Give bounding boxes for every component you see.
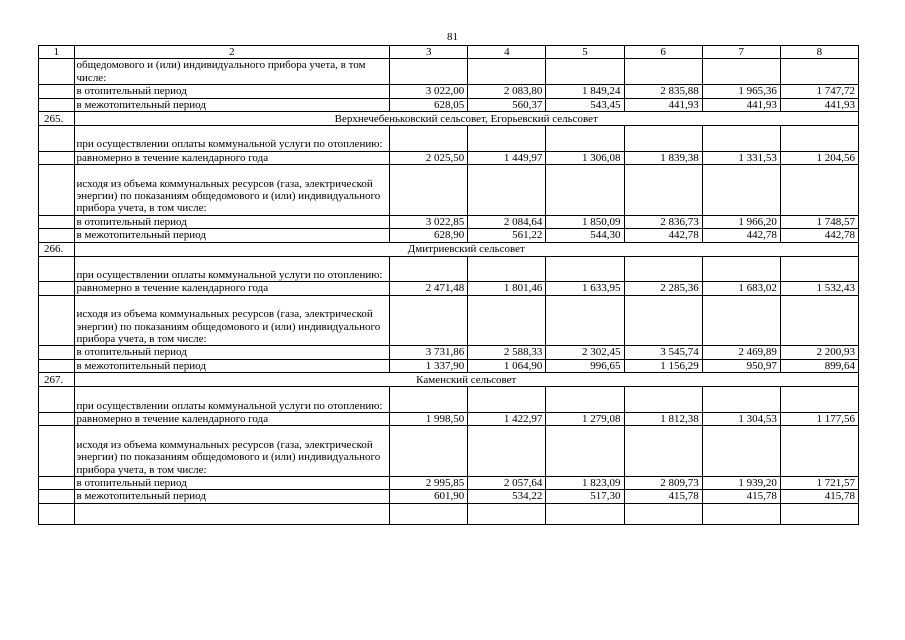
column-number: 4 <box>468 46 546 59</box>
value-cell: 560,37 <box>468 98 546 111</box>
data-row <box>39 85 859 98</box>
column-number: 8 <box>780 46 858 59</box>
row-number <box>39 490 75 503</box>
value-cell: 1 177,56 <box>780 413 858 426</box>
value-cell <box>624 59 702 85</box>
section-row <box>39 373 859 387</box>
value-cell: 899,64 <box>780 359 858 372</box>
value-cell <box>390 503 468 524</box>
value-cell <box>702 426 780 477</box>
value-cell: 561,22 <box>468 229 546 242</box>
value-cell: 442,78 <box>624 229 702 242</box>
row-label: исходя из объема коммунальных ресурсов (газа, электрической энергии) по показаниям общедомового и (или) индивидуального прибора учета, в том числе: <box>74 165 390 216</box>
value-cell: 2 469,89 <box>702 346 780 359</box>
value-cell <box>546 126 624 152</box>
data-row <box>39 359 859 372</box>
row-number <box>39 229 75 242</box>
value-cell <box>702 126 780 152</box>
row-label: равномерно в течение календарного года <box>74 413 390 426</box>
tariff-table <box>38 45 859 525</box>
value-cell <box>624 503 702 524</box>
row-label: при осуществлении оплаты коммунальной услуги по отоплению: <box>74 126 390 152</box>
value-cell <box>546 426 624 477</box>
value-cell: 1 064,90 <box>468 359 546 372</box>
data-row <box>39 282 859 295</box>
row-label: равномерно в течение календарного года <box>74 151 390 164</box>
value-cell <box>546 165 624 216</box>
row-number <box>39 413 75 426</box>
value-cell: 441,93 <box>780 98 858 111</box>
data-row <box>39 229 859 242</box>
row-label: в отопительный период <box>74 215 390 228</box>
value-cell: 415,78 <box>780 490 858 503</box>
value-cell <box>468 503 546 524</box>
value-cell: 628,90 <box>390 229 468 242</box>
row-number: 267. <box>39 373 75 387</box>
value-cell: 2 835,88 <box>624 85 702 98</box>
value-cell <box>390 426 468 477</box>
row-label: в межотопительный период <box>74 359 390 372</box>
value-cell: 441,93 <box>624 98 702 111</box>
value-cell <box>702 165 780 216</box>
value-cell: 544,30 <box>546 229 624 242</box>
value-cell <box>780 503 858 524</box>
value-cell <box>780 59 858 85</box>
value-cell <box>780 165 858 216</box>
value-cell: 1 965,36 <box>702 85 780 98</box>
value-cell: 2 057,64 <box>468 477 546 490</box>
row-label: при осуществлении оплаты коммунальной услуги по отоплению: <box>74 256 390 282</box>
value-cell: 543,45 <box>546 98 624 111</box>
value-cell: 442,78 <box>780 229 858 242</box>
value-cell <box>624 387 702 413</box>
value-cell: 3 731,86 <box>390 346 468 359</box>
column-number: 6 <box>624 46 702 59</box>
value-cell <box>546 256 624 282</box>
data-row <box>39 477 859 490</box>
value-cell: 1 331,53 <box>702 151 780 164</box>
value-cell: 3 022,85 <box>390 215 468 228</box>
value-cell <box>624 165 702 216</box>
value-cell <box>702 503 780 524</box>
value-cell: 2 471,48 <box>390 282 468 295</box>
value-cell <box>468 256 546 282</box>
value-cell: 442,78 <box>702 229 780 242</box>
value-cell: 601,90 <box>390 490 468 503</box>
value-cell: 1 801,46 <box>468 282 546 295</box>
value-cell: 2 084,64 <box>468 215 546 228</box>
value-cell <box>624 126 702 152</box>
row-number <box>39 59 75 85</box>
section-title: Каменский сельсовет <box>74 373 858 387</box>
row-label: при осуществлении оплаты коммунальной услуги по отоплению: <box>74 387 390 413</box>
value-cell <box>468 165 546 216</box>
value-cell: 1 204,56 <box>780 151 858 164</box>
value-cell <box>546 503 624 524</box>
column-number: 7 <box>702 46 780 59</box>
value-cell: 517,30 <box>546 490 624 503</box>
row-label: равномерно в течение календарного года <box>74 282 390 295</box>
value-cell <box>468 295 546 346</box>
section-title: Верхнечебеньковский сельсовет, Егорьевский сельсовет <box>74 112 858 126</box>
row-number <box>39 295 75 346</box>
row-number: 265. <box>39 112 75 126</box>
value-cell <box>780 426 858 477</box>
column-number: 2 <box>74 46 390 59</box>
row-number: 266. <box>39 242 75 256</box>
value-cell <box>390 59 468 85</box>
value-cell <box>624 256 702 282</box>
value-cell: 534,22 <box>468 490 546 503</box>
value-cell: 2 302,45 <box>546 346 624 359</box>
text-row <box>39 387 859 413</box>
data-row <box>39 151 859 164</box>
value-cell: 1 849,24 <box>546 85 624 98</box>
value-cell <box>546 59 624 85</box>
value-cell: 2 809,73 <box>624 477 702 490</box>
value-cell <box>390 295 468 346</box>
value-cell <box>780 295 858 346</box>
row-number <box>39 256 75 282</box>
value-cell: 1 279,08 <box>546 413 624 426</box>
value-cell <box>546 387 624 413</box>
text-row <box>39 126 859 152</box>
value-cell: 1 683,02 <box>702 282 780 295</box>
value-cell: 1 748,57 <box>780 215 858 228</box>
value-cell: 950,97 <box>702 359 780 372</box>
data-row <box>39 98 859 111</box>
row-number <box>39 98 75 111</box>
value-cell: 628,05 <box>390 98 468 111</box>
value-cell: 2 588,33 <box>468 346 546 359</box>
value-cell <box>624 295 702 346</box>
text-row <box>39 256 859 282</box>
value-cell: 1 721,57 <box>780 477 858 490</box>
text-row <box>39 426 859 477</box>
row-label: в межотопительный период <box>74 98 390 111</box>
text-row <box>39 165 859 216</box>
row-label <box>74 503 390 524</box>
data-row <box>39 215 859 228</box>
value-cell <box>468 59 546 85</box>
value-cell <box>624 426 702 477</box>
value-cell: 2 285,36 <box>624 282 702 295</box>
value-cell: 1 823,09 <box>546 477 624 490</box>
section-row <box>39 242 859 256</box>
row-number <box>39 126 75 152</box>
value-cell: 1 449,97 <box>468 151 546 164</box>
value-cell: 1 939,20 <box>702 477 780 490</box>
row-label: исходя из объема коммунальных ресурсов (газа, электрической энергии) по показаниям общедомового и (или) индивидуального прибора учета, в том числе: <box>74 295 390 346</box>
value-cell <box>702 387 780 413</box>
page-number: 81 <box>447 31 458 43</box>
value-cell: 1 422,97 <box>468 413 546 426</box>
row-label: в межотопительный период <box>74 229 390 242</box>
row-label: исходя из объема коммунальных ресурсов (газа, электрической энергии) по показаниям общедомового и (или) индивидуального прибора учета, в том числе: <box>74 426 390 477</box>
data-row <box>39 413 859 426</box>
value-cell <box>546 295 624 346</box>
value-cell: 2 836,73 <box>624 215 702 228</box>
column-number: 3 <box>390 46 468 59</box>
row-label: общедомового и (или) индивидуального прибора учета, в том числе: <box>74 59 390 85</box>
value-cell: 3 022,00 <box>390 85 468 98</box>
value-cell <box>390 387 468 413</box>
row-number <box>39 359 75 372</box>
table-body <box>39 46 859 525</box>
value-cell: 441,93 <box>702 98 780 111</box>
value-cell: 2 083,80 <box>468 85 546 98</box>
value-cell <box>468 387 546 413</box>
value-cell: 996,65 <box>546 359 624 372</box>
value-cell: 1 532,43 <box>780 282 858 295</box>
value-cell: 2 200,93 <box>780 346 858 359</box>
text-row <box>39 59 859 85</box>
value-cell: 2 995,85 <box>390 477 468 490</box>
column-number: 1 <box>39 46 75 59</box>
value-cell: 1 156,29 <box>624 359 702 372</box>
value-cell <box>468 126 546 152</box>
value-cell: 1 850,09 <box>546 215 624 228</box>
value-cell <box>780 256 858 282</box>
value-cell <box>390 126 468 152</box>
row-number <box>39 503 75 524</box>
row-number <box>39 346 75 359</box>
column-number-row <box>39 46 859 59</box>
section-row <box>39 112 859 126</box>
value-cell: 1 337,90 <box>390 359 468 372</box>
value-cell <box>702 295 780 346</box>
value-cell: 1 633,95 <box>546 282 624 295</box>
value-cell: 1 839,38 <box>624 151 702 164</box>
value-cell: 1 966,20 <box>702 215 780 228</box>
value-cell: 415,78 <box>624 490 702 503</box>
value-cell <box>702 59 780 85</box>
value-cell: 1 812,38 <box>624 413 702 426</box>
value-cell <box>780 126 858 152</box>
value-cell: 415,78 <box>702 490 780 503</box>
data-row <box>39 490 859 503</box>
value-cell: 1 304,53 <box>702 413 780 426</box>
text-row <box>39 503 859 524</box>
column-number: 5 <box>546 46 624 59</box>
row-number <box>39 387 75 413</box>
value-cell: 1 998,50 <box>390 413 468 426</box>
data-row <box>39 346 859 359</box>
value-cell <box>468 426 546 477</box>
value-cell: 1 747,72 <box>780 85 858 98</box>
value-cell <box>702 256 780 282</box>
row-number <box>39 151 75 164</box>
row-number <box>39 85 75 98</box>
row-label: в отопительный период <box>74 477 390 490</box>
text-row <box>39 295 859 346</box>
row-number <box>39 165 75 216</box>
row-number <box>39 282 75 295</box>
row-label: в межотопительный период <box>74 490 390 503</box>
value-cell: 3 545,74 <box>624 346 702 359</box>
value-cell <box>780 387 858 413</box>
row-number <box>39 477 75 490</box>
value-cell: 2 025,50 <box>390 151 468 164</box>
value-cell <box>390 256 468 282</box>
row-label: в отопительный период <box>74 346 390 359</box>
value-cell <box>390 165 468 216</box>
section-title: Дмитриевский сельсовет <box>74 242 858 256</box>
row-label: в отопительный период <box>74 85 390 98</box>
row-number <box>39 426 75 477</box>
row-number <box>39 215 75 228</box>
value-cell: 1 306,08 <box>546 151 624 164</box>
